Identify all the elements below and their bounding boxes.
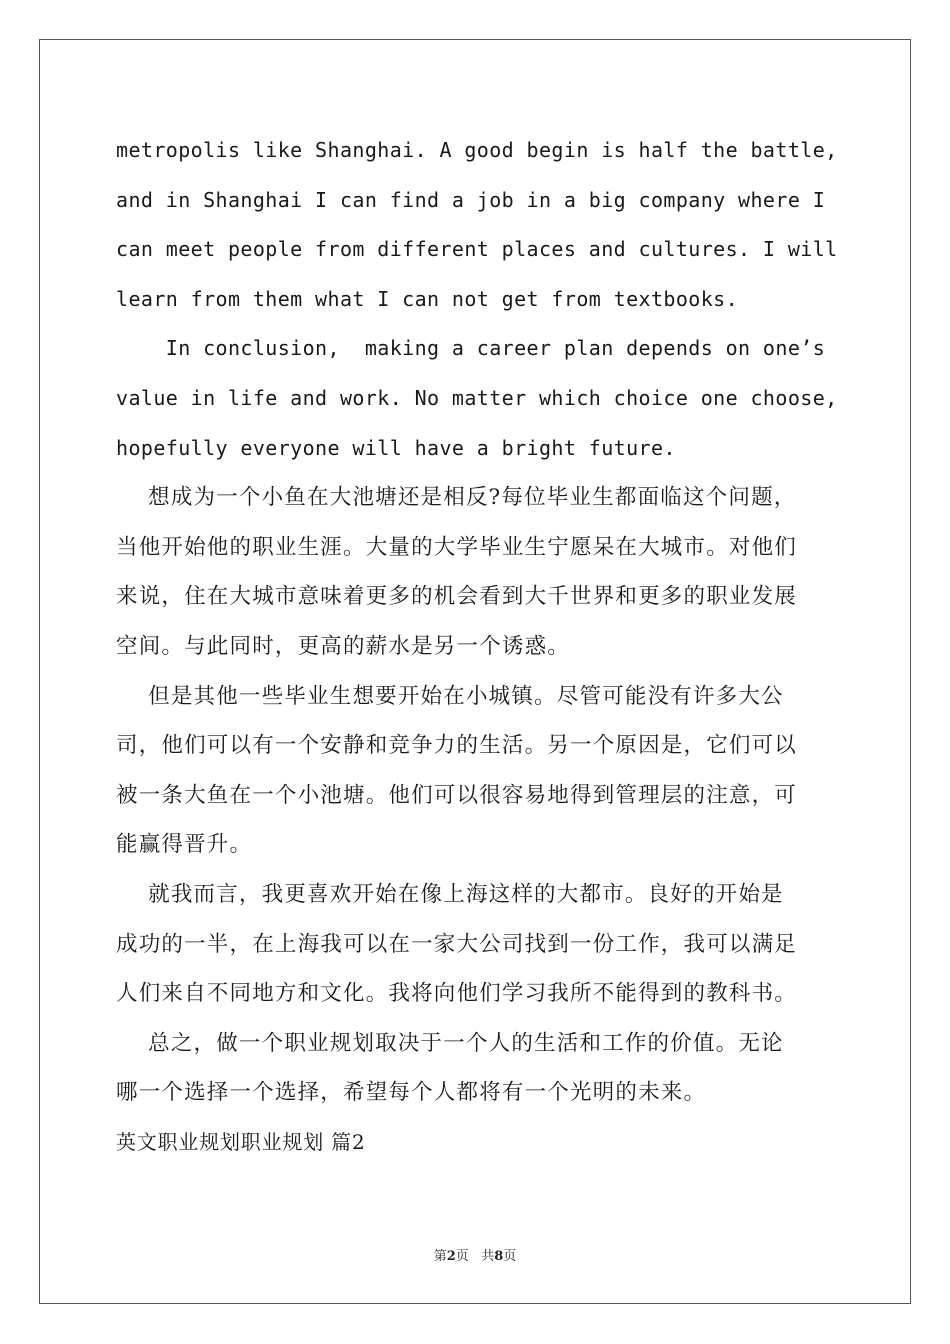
footer-page-number: 2	[446, 1249, 456, 1264]
paragraph-line: 司，他们可以有一个安静和竞争力的生活。另一个原因是，它们可以	[116, 733, 798, 759]
paragraph-line: value in life and work. No matter which choice one choose,	[116, 385, 838, 410]
paragraph-line: learn from them what I can not get from textbooks.	[116, 286, 739, 311]
footer-page-prefix: 第	[433, 1249, 447, 1264]
paragraph-line: 想成为一个小鱼在大池塘还是相反?每位毕业生都面临这个问题，	[116, 485, 797, 511]
paragraph-line: 当他开始他的职业生涯。大量的大学毕业生宁愿呆在大城市。对他们	[116, 534, 798, 560]
footer-page-suffix: 页	[455, 1249, 469, 1264]
paragraph-line: hopefully everyone will have a bright future.	[116, 435, 676, 460]
page-footer	[0, 1245, 950, 1264]
paragraph-line: 但是其他一些毕业生想要开始在小城镇。尽管可能没有许多大公	[116, 683, 784, 709]
section-heading: 英文职业规划职业规划 篇2	[116, 1129, 366, 1154]
paragraph-line: 能赢得晋升。	[116, 832, 253, 858]
footer-total-prefix: 共	[481, 1249, 495, 1264]
paragraph-line: 就我而言，我更喜欢开始在像上海这样的大都市。良好的开始是	[116, 881, 784, 907]
paragraph-line: metropolis like Shanghai. A good begin is half the battle,	[116, 138, 838, 162]
paragraph-line: 来说，住在大城市意味着更多的机会看到大千世界和更多的职业发展	[116, 584, 798, 610]
paragraph-line: can meet people from different places and cultures. I will	[116, 237, 838, 262]
footer-total-pages: 8	[494, 1249, 504, 1264]
paragraph-line: 空间。与此同时，更高的薪水是另一个诱惑。	[116, 633, 571, 659]
paragraph-line: In conclusion, making a career plan depends on one’s	[116, 336, 826, 361]
footer-total-suffix: 页	[503, 1249, 517, 1264]
paragraph-line: 哪一个选择一个选择，希望每个人都将有一个光明的未来。	[116, 1080, 707, 1106]
document-body	[116, 126, 836, 1167]
paragraph-line: 人们来自不同地方和文化。我将向他们学习我所不能得到的教科书。	[116, 981, 798, 1007]
paragraph-line: 总之，做一个职业规划取决于一个人的生活和工作的价值。无论	[116, 1030, 784, 1056]
paragraph-line: 成功的一半，在上海我可以在一家大公司找到一份工作，我可以满足	[116, 931, 798, 957]
paragraph-line: 被一条大鱼在一个小池塘。他们可以很容易地得到管理层的注意，可	[116, 782, 798, 808]
paragraph-line: and in Shanghai I can find a job in a big company where I	[116, 187, 826, 212]
